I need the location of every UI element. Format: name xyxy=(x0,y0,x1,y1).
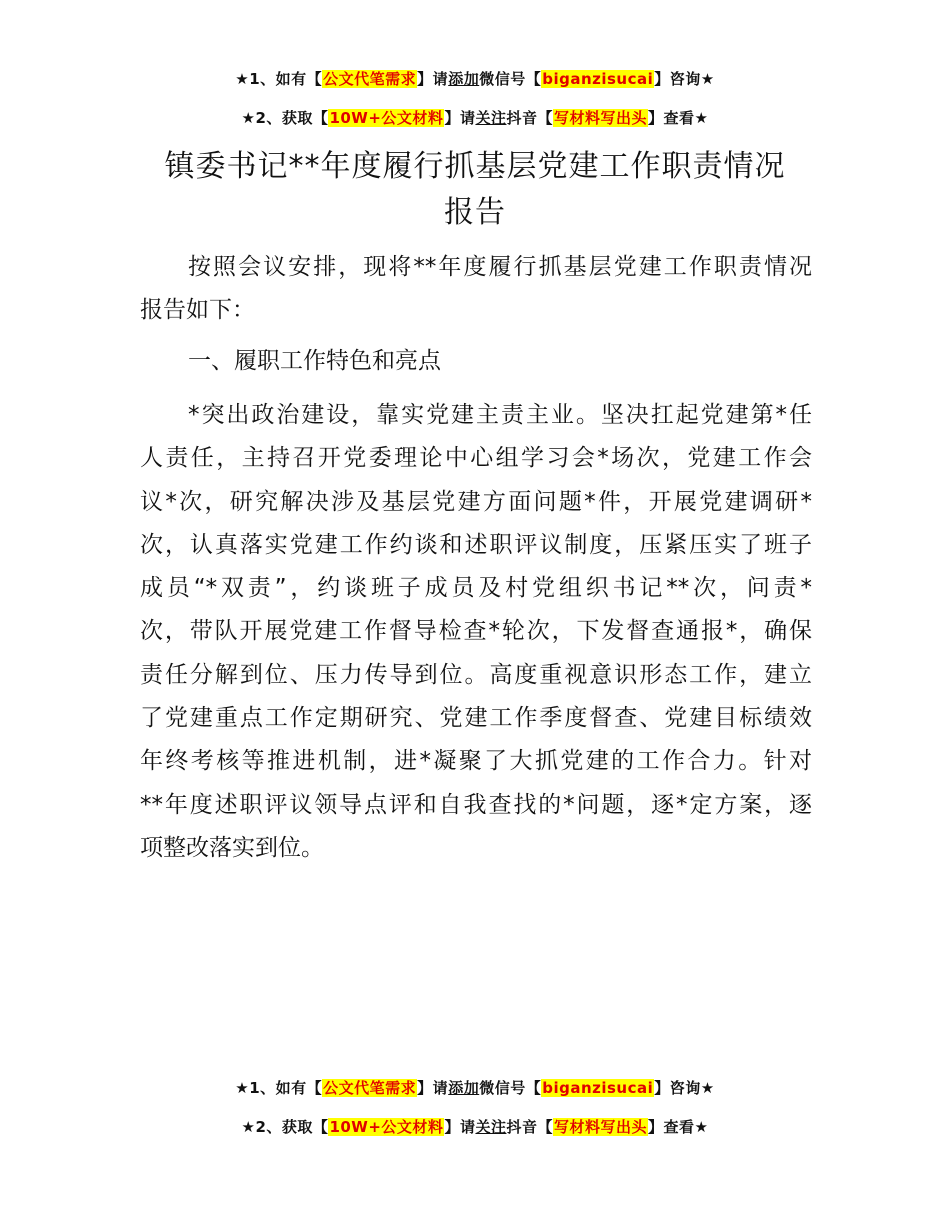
promo-highlight: 公文代笔需求 xyxy=(323,70,417,88)
promo-highlight-douyin: 写材料写出头 xyxy=(553,1118,647,1136)
promo-text: 】请 xyxy=(417,1079,449,1097)
section-heading-text: 一、履职工作特色和亮点 xyxy=(188,348,441,374)
promo-highlight-wechat: biganzisucai xyxy=(542,70,654,88)
promo-text: ★1、如有【 xyxy=(235,70,323,88)
promo-text: 微信号【 xyxy=(479,1079,542,1097)
text-line: 了党建重点工作定期研究、党建工作季度督查、党建目标绩效 xyxy=(140,705,812,732)
promo-text: 】请 xyxy=(444,109,476,127)
document-title-line: 镇委书记**年度履行抓基层党建工作职责情况 xyxy=(164,149,786,184)
text-line: 次，带队开展党建工作督导检查*轮次，下发督查通报*，确保 xyxy=(140,618,812,645)
promo-text: 】查看★ xyxy=(648,1118,709,1136)
promo-highlight: 公文代笔需求 xyxy=(323,1079,417,1097)
text-line: **年度述职评议领导点评和自我查找的*问题，逐*定方案，逐 xyxy=(140,791,812,818)
text-line: 人责任，主持召开党委理论中心组学习会*场次，党建工作会 xyxy=(140,445,812,472)
promo-text: 】请 xyxy=(417,70,449,88)
text-line: *突出政治建设，靠实党建主责主业。坚决扛起党建第*任 xyxy=(188,402,812,428)
text-line: 报告如下： xyxy=(140,297,255,324)
promo-highlight: 10W+公文材料 xyxy=(329,109,444,127)
promo-text: 抖音【 xyxy=(506,109,553,127)
text-line: 议*次，研究解决涉及基层党建方面问题*件，开展党建调研* xyxy=(140,488,812,515)
document-title xyxy=(120,144,830,236)
promo-text: 微信号【 xyxy=(479,70,542,88)
header-promo-line-2 xyxy=(0,107,950,128)
promo-text: 】查看★ xyxy=(648,109,709,127)
footer-promo-line-2 xyxy=(0,1116,950,1137)
promo-underline: 添加 xyxy=(448,70,480,88)
promo-text: ★2、获取【 xyxy=(241,109,329,127)
promo-text: 】请 xyxy=(444,1118,476,1136)
document-title-line: 报告 xyxy=(444,195,506,230)
text-line: 次，认真落实党建工作约谈和述职评议制度，压紧压实了班子 xyxy=(140,531,812,558)
text-line: 按照会议安排，现将**年度履行抓基层党建工作职责情况 xyxy=(188,254,812,280)
promo-text: ★2、获取【 xyxy=(241,1118,329,1136)
promo-highlight-wechat: biganzisucai xyxy=(542,1079,654,1097)
intro-paragraph xyxy=(140,246,812,333)
promo-highlight-douyin: 写材料写出头 xyxy=(553,109,647,127)
promo-underline: 关注 xyxy=(475,1118,507,1136)
text-line: 项整改落实到位。 xyxy=(140,834,324,861)
promo-underline: 添加 xyxy=(448,1079,480,1097)
body-paragraph xyxy=(140,394,812,870)
promo-underline: 关注 xyxy=(475,109,507,127)
section-heading xyxy=(140,340,812,383)
footer-promo-line-1 xyxy=(0,1077,950,1098)
promo-highlight: 10W+公文材料 xyxy=(329,1118,444,1136)
promo-text: 抖音【 xyxy=(506,1118,553,1136)
text-line: 责任分解到位、压力传导到位。高度重视意识形态工作，建立 xyxy=(140,661,812,688)
promo-text: 】咨询★ xyxy=(654,1079,715,1097)
header-promo-line-1 xyxy=(0,68,950,89)
text-line: 成员“*双责”，约谈班子成员及村党组织书记**次，问责* xyxy=(140,575,812,602)
promo-text: ★1、如有【 xyxy=(235,1079,323,1097)
promo-text: 】咨询★ xyxy=(654,70,715,88)
text-line: 年终考核等推进机制，进*凝聚了大抓党建的工作合力。针对 xyxy=(140,748,812,775)
